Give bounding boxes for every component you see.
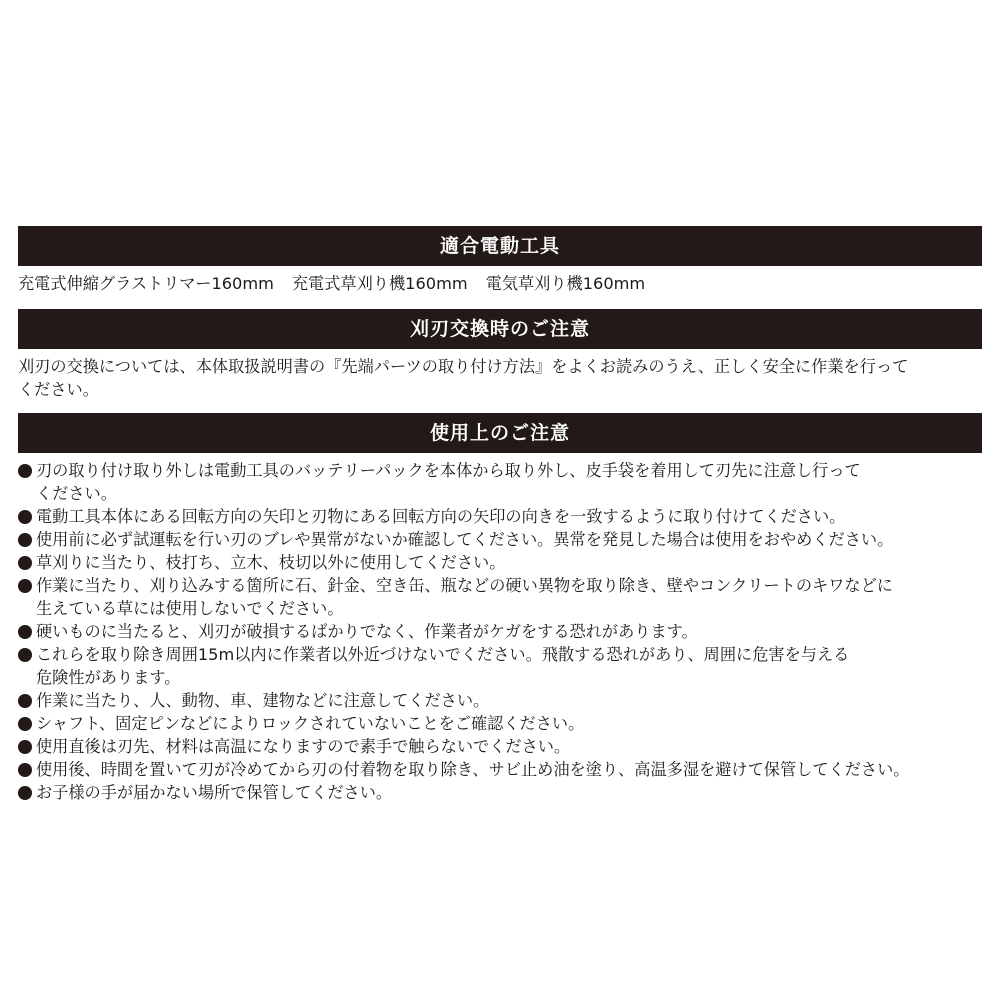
- bullet-dot-icon: [18, 556, 32, 570]
- product-notice-page: [18, 226, 982, 804]
- usage-cautions-header: 使用上のご注意: [18, 413, 982, 453]
- caution-list-item: [18, 735, 982, 758]
- caution-line: 作業に当たり、人、動物、車、建物などに注意してください。: [36, 691, 490, 710]
- caution-line: 草刈りに当たり、枝打ち、立木、枝切以外に使用してください。: [36, 553, 506, 572]
- caution-line: 使用直後は刃先、材料は高温になりますので素手で触らないでください。: [36, 737, 571, 756]
- caution-line: 使用後、時間を置いて刃が冷めてから刃の付着物を取り除き、サビ止め油を塗り、高温多湿を避けて保管してください。: [36, 760, 910, 779]
- bullet-dot-icon: [18, 464, 32, 478]
- caution-line: お子様の手が届かない場所で保管してください。: [36, 783, 393, 802]
- caution-line: 硬いものに当たると、刈刃が破損するばかりでなく、作業者がケガをする恐れがあります。: [36, 622, 698, 641]
- caution-list-item: [18, 574, 982, 620]
- bullet-dot-icon: [18, 625, 32, 639]
- caution-list-item: [18, 459, 982, 505]
- caution-line: 生えている草には使用しないでください。: [36, 599, 344, 618]
- compatible-tool-item: 充電式伸縮グラストリマー160mm: [18, 274, 274, 293]
- compatible-tools-header: 適合電動工具: [18, 226, 982, 266]
- caution-line: 使用前に必ず試運転を行い刃のブレや異常がないか確認してください。異常を発見した場合は使用をおやめください。: [36, 530, 894, 549]
- caution-list-item: [18, 620, 982, 643]
- usage-cautions-list: [18, 459, 982, 804]
- bullet-dot-icon: [18, 579, 32, 593]
- compatible-tools-list: [18, 272, 982, 295]
- caution-list-item: [18, 712, 982, 735]
- blade-change-header: 刈刃交換時のご注意: [18, 309, 982, 349]
- bullet-dot-icon: [18, 740, 32, 754]
- compatible-tool-item: 充電式草刈り機160mm: [291, 274, 468, 293]
- caution-line: 刃の取り付け取り外しは電動工具のバッテリーパックを本体から取り外し、皮手袋を着用して刃先に注意し行って: [36, 461, 861, 480]
- bullet-dot-icon: [18, 786, 32, 800]
- notice-line: ください。: [18, 380, 99, 399]
- bullet-dot-icon: [18, 533, 32, 547]
- caution-line: ください。: [36, 484, 117, 503]
- caution-list-item: [18, 505, 982, 528]
- caution-list-item: [18, 781, 982, 804]
- caution-line: シャフト、固定ピンなどによりロックされていないことをご確認ください。: [36, 714, 585, 733]
- caution-line: 危険性があります。: [36, 668, 181, 687]
- caution-list-item: [18, 643, 982, 689]
- compatible-tool-item: 電気草刈り機160mm: [485, 274, 646, 293]
- bullet-dot-icon: [18, 510, 32, 524]
- bullet-dot-icon: [18, 763, 32, 777]
- caution-line: 電動工具本体にある回転方向の矢印と刃物にある回転方向の矢印の向きを一致するように取り付けてください。: [36, 507, 846, 526]
- bullet-dot-icon: [18, 648, 32, 662]
- caution-list-item: [18, 551, 982, 574]
- notice-line: 刈刃の交換については、本体取扱説明書の『先端パーツの取り付け方法』をよくお読みのうえ、正しく安全に作業を行って: [18, 357, 909, 376]
- caution-list-item: [18, 528, 982, 551]
- bullet-dot-icon: [18, 694, 32, 708]
- caution-line: これらを取り除き周囲15m以内に作業者以外近づけないでください。飛散する恐れがあり、周囲に危害を与える: [36, 645, 850, 664]
- bullet-dot-icon: [18, 717, 32, 731]
- blade-change-notice: [18, 355, 982, 401]
- caution-list-item: [18, 758, 982, 781]
- caution-line: 作業に当たり、刈り込みする箇所に石、針金、空き缶、瓶などの硬い異物を取り除き、壁やコンクリートのキワなどに: [36, 576, 893, 595]
- caution-list-item: [18, 689, 982, 712]
